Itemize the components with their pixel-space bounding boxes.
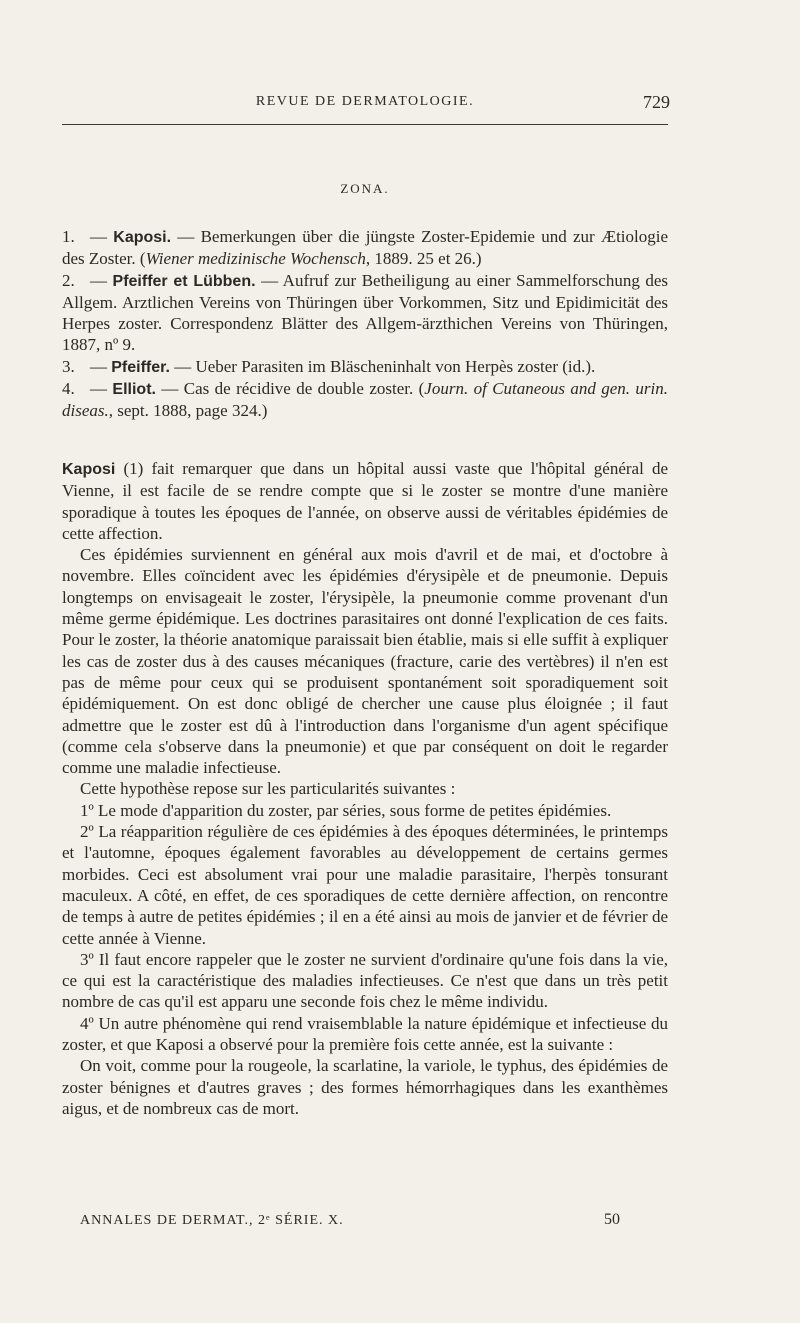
- reference-author: Pfeiffer et Lübben.: [112, 272, 256, 290]
- reference-number: 1.: [62, 227, 75, 246]
- reference-list: [62, 226, 668, 422]
- reference-item: 1. — Kaposi. — Bemerkungen über die jüngste Zoster-Epidemie und zur Ætiologie des Zoster. (Wiener medizinische Wochensch, 1889. 25 et 26.): [62, 227, 669, 269]
- reference-author: Kaposi.: [113, 229, 172, 246]
- section-title: ZONA.: [340, 181, 390, 196]
- running-head: [60, 92, 670, 116]
- reference-text: Aufruf zur Betheiligung au einer Sammelforschung des Allgem. Arztlichen Vereins von Thüringen über Vorkommen, Sitz und Epidimicität des Herpes zoster. Correspondenz Blätter des Allgem-ärzthichen Vereins von Thüringen, 1887, nº 9.: [62, 270, 669, 355]
- paragraph: On voit, comme pour la rougeole, la scarlatine, la variole, le typhus, des épidémies de zoster bénignes et d'autres graves ; des formes hémorrhagiques dans les exanthèmes aigus, et de nombreux cas de mort.: [62, 1056, 668, 1118]
- author-name: Kaposi: [62, 461, 116, 478]
- reference-text: Bemerkungen über die jüngste Zoster-Epidemie und zur Ætiologie des Zoster. (: [62, 227, 669, 269]
- reference-author: Elliot.: [112, 381, 156, 399]
- paragraph: Ces épidémies surviennent en général aux mois d'avril et de mai, et d'octobre à novembre. Elles coïncident avec les épidémies d'érysipèle et de pneumonie. Depuis longtemps on envisageait le zoster, l'érysipèle, la pneumonie comme provenant d'un même germe épidémique. Les doctrines parasitaires ont donné l'explication de ces faits. Pour le zoster, la théorie anatomique paraissait bien établie, mais si elle suffit à expliquer les cas de zoster dus à des causes mécaniques (fracture, carie des vertèbres) il n'en est pas de même pour ceux qui se produisent spontanément soit sporadiquement soit épidémiquement. On est donc obligé de chercher une cause plus éloignée ; il faut admettre que le zoster est dû à l'introduction dans l'organisme d'un agent spécifique (comme cela s'observe dans la pneumonie) et que par conséquent on doit le regarder comme une maladie infectieuse.: [62, 545, 668, 778]
- reference-citation: , 1889. 25 et 26.): [365, 249, 482, 269]
- paragraph: [62, 458, 668, 544]
- gathering-number: 50: [604, 1211, 620, 1228]
- paragraph: 1º Le mode d'apparition du zoster, par séries, sous forme de petites épidémies.: [80, 800, 612, 820]
- reference-item: 4. — Elliot. — Cas de récidive de double zoster. (Journ. of Cutaneous and gen. urin. diseas., sept. 1888, page 324.): [62, 379, 669, 421]
- reference-item: 3. — Pfeiffer. — Ueber Parasiten im Bläscheninhalt von Herpès zoster (id.).: [62, 356, 596, 376]
- page-number: 729: [643, 92, 670, 112]
- reference-number: 2.: [62, 270, 75, 290]
- reference-text: Ueber Parasiten im Bläscheninhalt von Herpès zoster (id.).: [195, 356, 596, 376]
- page-footer: [80, 1213, 620, 1235]
- reference-journal: Journ. of Cutaneous and gen. urin. diseas.: [62, 379, 669, 421]
- reference-number: 3.: [62, 356, 75, 376]
- paragraph: 3º Il faut encore rappeler que le zoster ne survient d'ordinaire qu'une fois dans la vie, ce qui est la caractéristique des maladies infectieuses. Ce n'est que dans un très petit nombre de cas qu'il est apparu une seconde fois chez le même individu.: [62, 949, 668, 1012]
- paragraph: 2º La réapparition régulière de ces épidémies à des époques déterminées, le printemps et l'automne, époques également favorables au développement de certains germes morbides. Ceci est absolument vrai pour une maladie parasitaire, l'herpès tonsurant maculeux. A côté, en effet, de ces sporadiques de cette dernière affection, on rencontre de temps à autre de petites épidémies ; il en a été ainsi au mois de janvier et de février de cette année à Vienne.: [62, 822, 668, 948]
- reference-text: Cas de récidive de double zoster. (: [183, 379, 425, 399]
- reference-citation: , sept. 1888, page 324.): [108, 401, 268, 421]
- reference-item: 2. — Pfeiffer et Lübben. — Aufruf zur Betheiligung au einer Sammelforschung des Allgem. Arztlichen Vereins von Thüringen über Vorkommen, Sitz und Epidimicität des Herpes zoster. Correspondenz Blätter des Allgem-ärzthichen Vereins von Thüringen, 1887, nº 9.: [62, 270, 669, 355]
- paragraph: Cette hypothèse repose sur les particularités suivantes :: [80, 779, 456, 799]
- paragraph: 4º Un autre phénomène qui rend vraisemblable la nature épidémique et infectieuse du zoster, et que Kaposi a observé pour la première fois cette année, est la suivante :: [62, 1013, 668, 1055]
- reference-number: 4.: [62, 379, 75, 399]
- journal-signature: ANNALES DE DERMAT., 2ᵉ SÉRIE. X.: [80, 1213, 344, 1228]
- paragraph-text: (1) fait remarquer que dans un hôpital aussi vaste que l'hôpital général de Vienne, il est facile de se rendre compte que si le zoster se montre d'une manière sporadique à toutes les époques de l'année, on observe aussi de véritables épidémies de cette affection.: [62, 459, 668, 543]
- reference-author: Pfeiffer.: [111, 358, 170, 376]
- running-title: REVUE DE DERMATOLOGIE.: [255, 94, 475, 109]
- reference-journal: Wiener medizinische Wochensch: [145, 249, 366, 269]
- body-text: [62, 458, 668, 1119]
- header-rule: [62, 124, 668, 125]
